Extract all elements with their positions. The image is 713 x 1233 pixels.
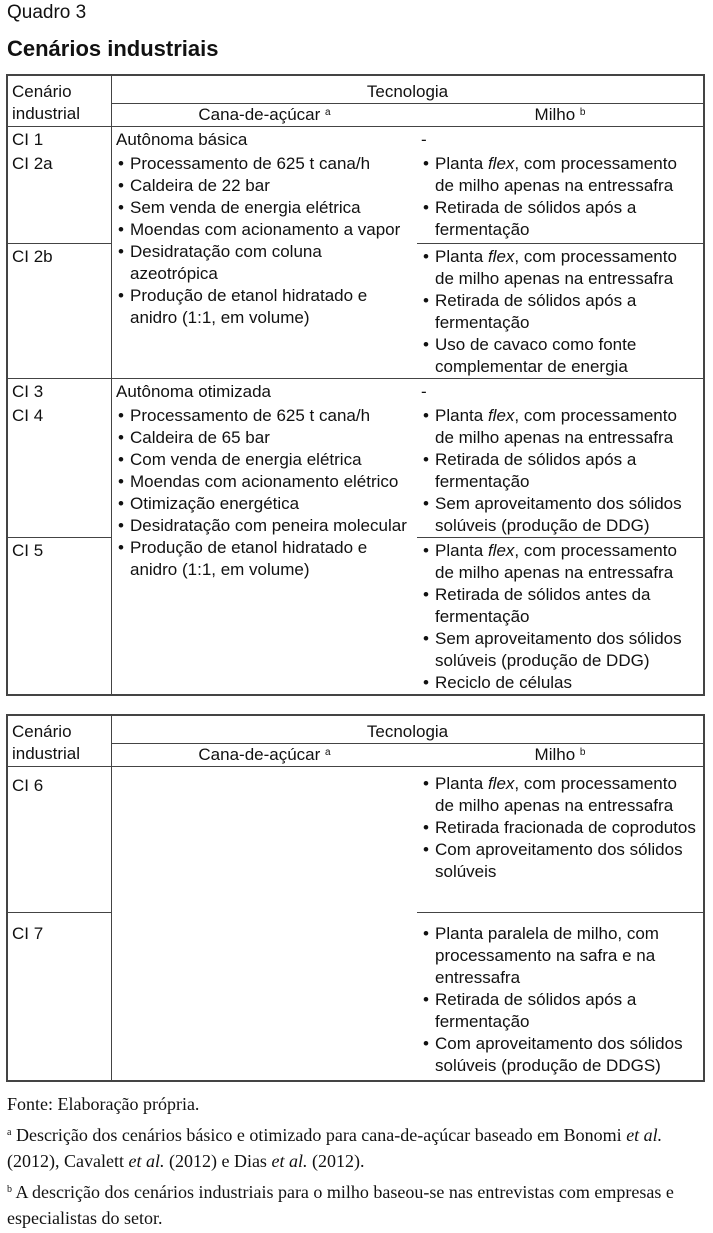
header-technology: Tecnologia bbox=[112, 75, 705, 104]
cane-group-title: Autônoma básica bbox=[116, 130, 248, 149]
corn-cell: - bbox=[421, 381, 427, 401]
header-corn: Milho $^b$ bbox=[534, 105, 586, 124]
table-row bbox=[7, 127, 704, 152]
row-id: CI 3 bbox=[7, 378, 112, 403]
table-row bbox=[7, 151, 704, 243]
corn-cell: • Planta flex, com processamento de milho apenas na entressafra • Retirada de sólidos após a fermentação • Sem aproveitamento dos sólidos solúveis (produção de DDG) bbox=[417, 403, 704, 538]
row-id: CI 2a bbox=[7, 151, 112, 243]
corn-cell: • Planta flex, com processamento de milho apenas na entressafra • Retirada de sólidos após a fermentação • Uso de cavaco como fonte complementar de energia bbox=[417, 243, 704, 378]
footnote-b: $^b$ A descrição dos cenários industriais para o milho baseou-se nas entrevistas com empresas e especialistas do setor. bbox=[7, 1182, 674, 1228]
table-row bbox=[7, 767, 704, 913]
source-note: Fonte: Elaboração própria. bbox=[7, 1094, 200, 1114]
row-id: CI 7 bbox=[7, 913, 112, 1081]
header-cane: Cana-de-açúcar $^a$ bbox=[198, 745, 331, 764]
scenarios-table-1 bbox=[6, 74, 705, 696]
row-id: CI 2b bbox=[7, 243, 112, 378]
cane-basic-list: • Processamento de 625 t cana/h • Caldeira de 22 bar • Sem venda de energia elétrica • Moendas com acionamento a vapor • Desidratação com coluna azeotrópica • Produção de etanol hidratado e anidro (1:1, em volume) bbox=[112, 151, 418, 378]
table-label: Quadro 3 bbox=[7, 2, 87, 23]
footnote-a: $^a$ Descrição dos cenários básico e otimizado para cana-de-açúcar baseado em Bonomi et al. (2012), Cavalett et al. (2012) e Dias et al. (2012). bbox=[7, 1125, 663, 1171]
table-row bbox=[7, 403, 704, 538]
scenarios-table-2 bbox=[6, 714, 705, 1082]
table-title: Cenários industriais bbox=[7, 36, 219, 61]
row-id: CI 1 bbox=[7, 127, 112, 152]
header-scenario: Cenário industrial bbox=[7, 75, 112, 127]
header-scenario: Cenário industrial bbox=[7, 715, 112, 767]
header-cane: Cana-de-açúcar $^a$ bbox=[198, 105, 331, 124]
cane-optimized-list: • Processamento de 625 t cana/h • Caldeira de 65 bar • Com venda de energia elétrica • Moendas com acionamento elétrico • Otimização energética • Desidratação com peneira molecular • Produção de etanol hidratado e anidro (1:1, em volume) bbox=[112, 403, 418, 695]
corn-cell: - bbox=[421, 130, 427, 149]
header-technology: Tecnologia bbox=[112, 715, 705, 744]
row-id: CI 6 bbox=[7, 767, 112, 913]
corn-cell: • Planta flex, com processamento de milho apenas na entressafra • Retirada fracionada de coprodutos • Com aproveitamento dos sólidos solúveis bbox=[417, 767, 704, 913]
table-row bbox=[7, 378, 704, 403]
corn-cell: • Planta flex, com processamento de milho apenas na entressafra • Retirada de sólidos antes da fermentação • Sem aproveitamento dos sólidos solúveis (produção de DDG) • Reciclo de células bbox=[417, 537, 704, 695]
cane-empty-cell bbox=[112, 767, 418, 1081]
row-id: CI 4 bbox=[7, 403, 112, 538]
corn-cell: • Planta flex, com processamento de milho apenas na entressafra • Retirada de sólidos após a fermentação bbox=[417, 151, 704, 243]
header-corn: Milho $^b$ bbox=[534, 745, 586, 764]
cane-group-title: Autônoma otimizada bbox=[116, 381, 271, 401]
row-id: CI 5 bbox=[7, 537, 112, 695]
corn-cell: • Planta paralela de milho, com processamento na safra e na entressafra • Retirada de sólidos após a fermentação • Com aproveitamento dos sólidos solúveis (produção de DDGS) bbox=[417, 913, 704, 1081]
